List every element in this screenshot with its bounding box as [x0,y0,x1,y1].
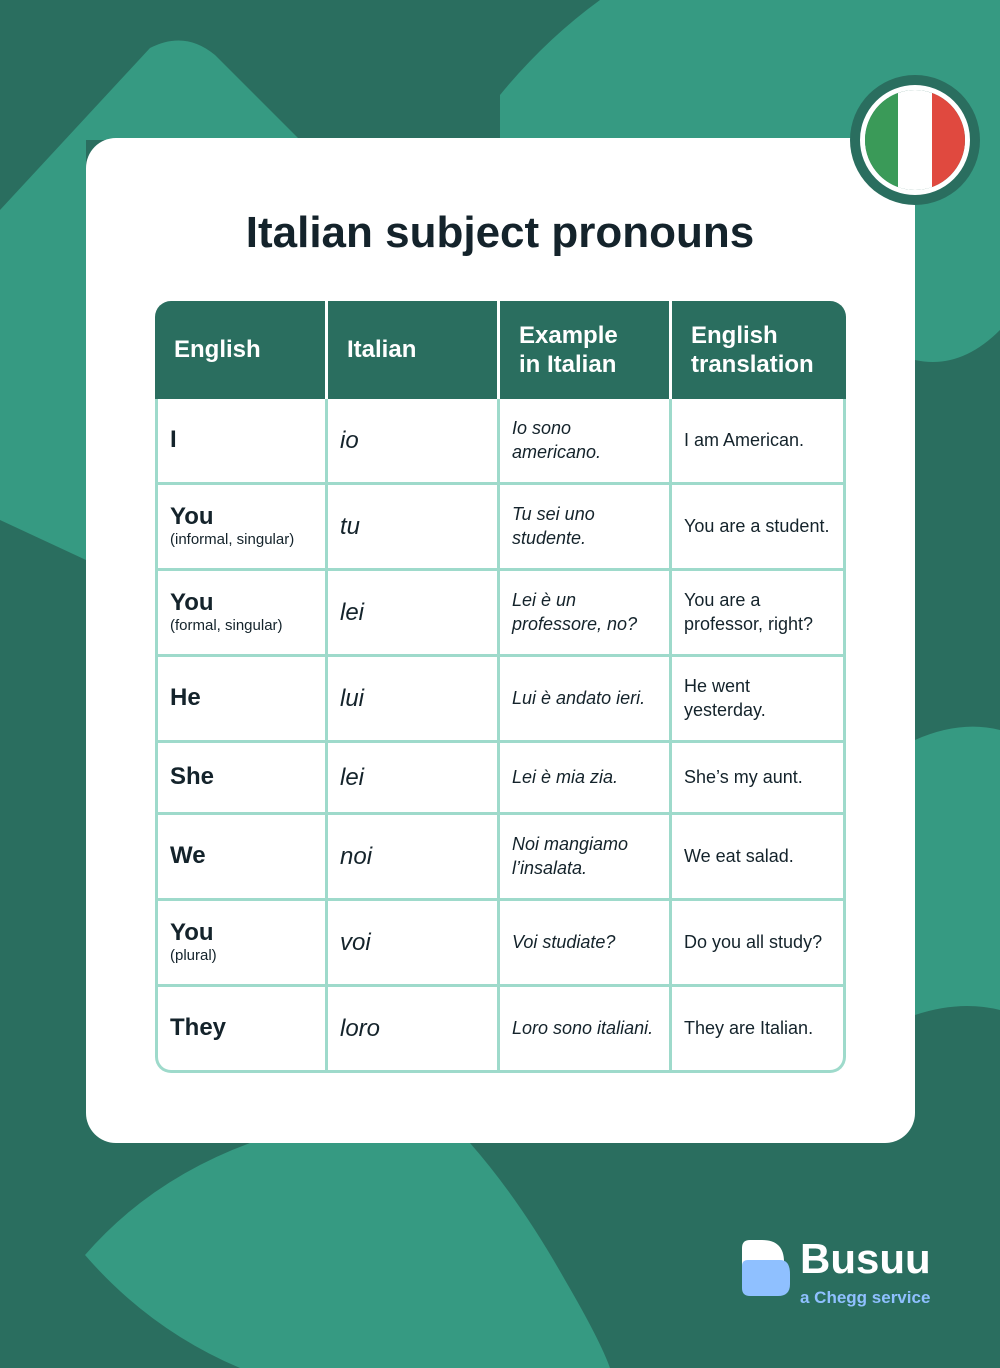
english-note: (formal, singular) [170,616,283,634]
cell-italian [328,657,500,743]
table-row [155,399,846,485]
blob-bottom [85,1143,610,1368]
italian-pronoun: lei [340,598,365,626]
cell-english [155,743,328,815]
english-translation: She’s my aunt. [684,766,803,787]
cell-english [155,815,328,901]
example-sentence: Io sono americano. [512,418,602,462]
cell-translation [672,901,846,987]
cell-italian [328,987,500,1073]
cell-translation [672,657,846,743]
italian-pronoun: loro [340,1014,381,1042]
example-sentence: Noi mangiamo l’insalata. [512,834,629,878]
english-translation: You are a student. [684,515,830,536]
page-title: Italian subject pronouns [245,208,755,257]
english-translation: They are Italian. [684,1017,814,1038]
italian-pronoun: io [340,426,359,454]
english-pronoun: He [170,684,201,712]
english-pronoun: You [170,918,214,946]
cell-translation [672,485,846,571]
cell-translation [672,987,846,1073]
flag-badge [850,75,980,205]
cell-italian [328,485,500,571]
pronoun-table [155,301,846,1073]
brand-tagline: a Chegg service [800,1288,931,1307]
example-sentence: Lui è andato ieri. [512,687,646,708]
english-note: (informal, singular) [170,530,295,548]
cell-italian [328,399,500,485]
header-translation-label: English translation [691,321,814,378]
cell-english [155,987,328,1073]
cell-italian [328,743,500,815]
cell-translation [672,815,846,901]
cell-english [155,399,328,485]
cell-italian [328,571,500,657]
brand-name: Busuu [800,1235,931,1282]
example-sentence: Loro sono italiani. [512,1017,654,1038]
italy-flag-icon [860,85,970,195]
example-sentence: Lei è un professore, no? [512,590,638,634]
table-row [155,901,846,987]
english-translation: You are a professor, right? [684,590,814,634]
table-row [155,815,846,901]
italian-pronoun: lui [340,684,365,712]
cell-italian [328,815,500,901]
header-italian: Italian [328,301,500,399]
header-english: English [155,301,328,399]
cell-translation [672,571,846,657]
english-pronoun: You [170,588,214,616]
table-header-row [155,301,846,399]
blob-right [915,727,1000,1015]
cell-translation [672,399,846,485]
english-pronoun: She [170,763,215,791]
flag-green-stripe [865,90,898,190]
italian-pronoun: lei [340,763,365,791]
table-row [155,571,846,657]
cell-italian [328,901,500,987]
english-note: (plural) [170,946,217,964]
example-sentence: Voi studiate? [512,931,616,952]
english-translation: Do you all study? [684,931,823,952]
cell-example [500,743,672,815]
cell-translation [672,743,846,815]
header-example [500,301,672,399]
flag-red-stripe [932,90,965,190]
cell-example [500,571,672,657]
cell-english [155,901,328,987]
english-translation: He went yesterday. [684,676,766,720]
busuu-logo-icon [740,1238,792,1298]
table-row [155,987,846,1073]
example-sentence: Lei è mia zia. [512,766,619,787]
cell-example [500,485,672,571]
english-translation: We eat salad. [684,845,794,866]
english-pronoun: You [170,502,214,530]
english-pronoun: They [170,1014,227,1042]
cell-example [500,815,672,901]
italian-pronoun: tu [340,512,361,540]
cell-english [155,485,328,571]
header-example-label: Example in Italian [519,321,618,378]
table-row [155,743,846,815]
italian-pronoun: voi [340,928,371,956]
flag-white-stripe [898,90,931,190]
english-pronoun: I [170,426,177,454]
cell-example [500,987,672,1073]
busuu-brand [740,1235,931,1308]
cell-example [500,901,672,987]
header-translation [672,301,846,399]
cell-example [500,399,672,485]
english-pronoun: We [170,842,206,870]
table-row [155,657,846,743]
example-sentence: Tu sei uno studente. [512,504,595,548]
english-translation: I am American. [684,429,805,450]
cell-example [500,657,672,743]
cell-english [155,657,328,743]
italian-pronoun: noi [340,842,373,870]
cell-english [155,571,328,657]
table-row [155,485,846,571]
